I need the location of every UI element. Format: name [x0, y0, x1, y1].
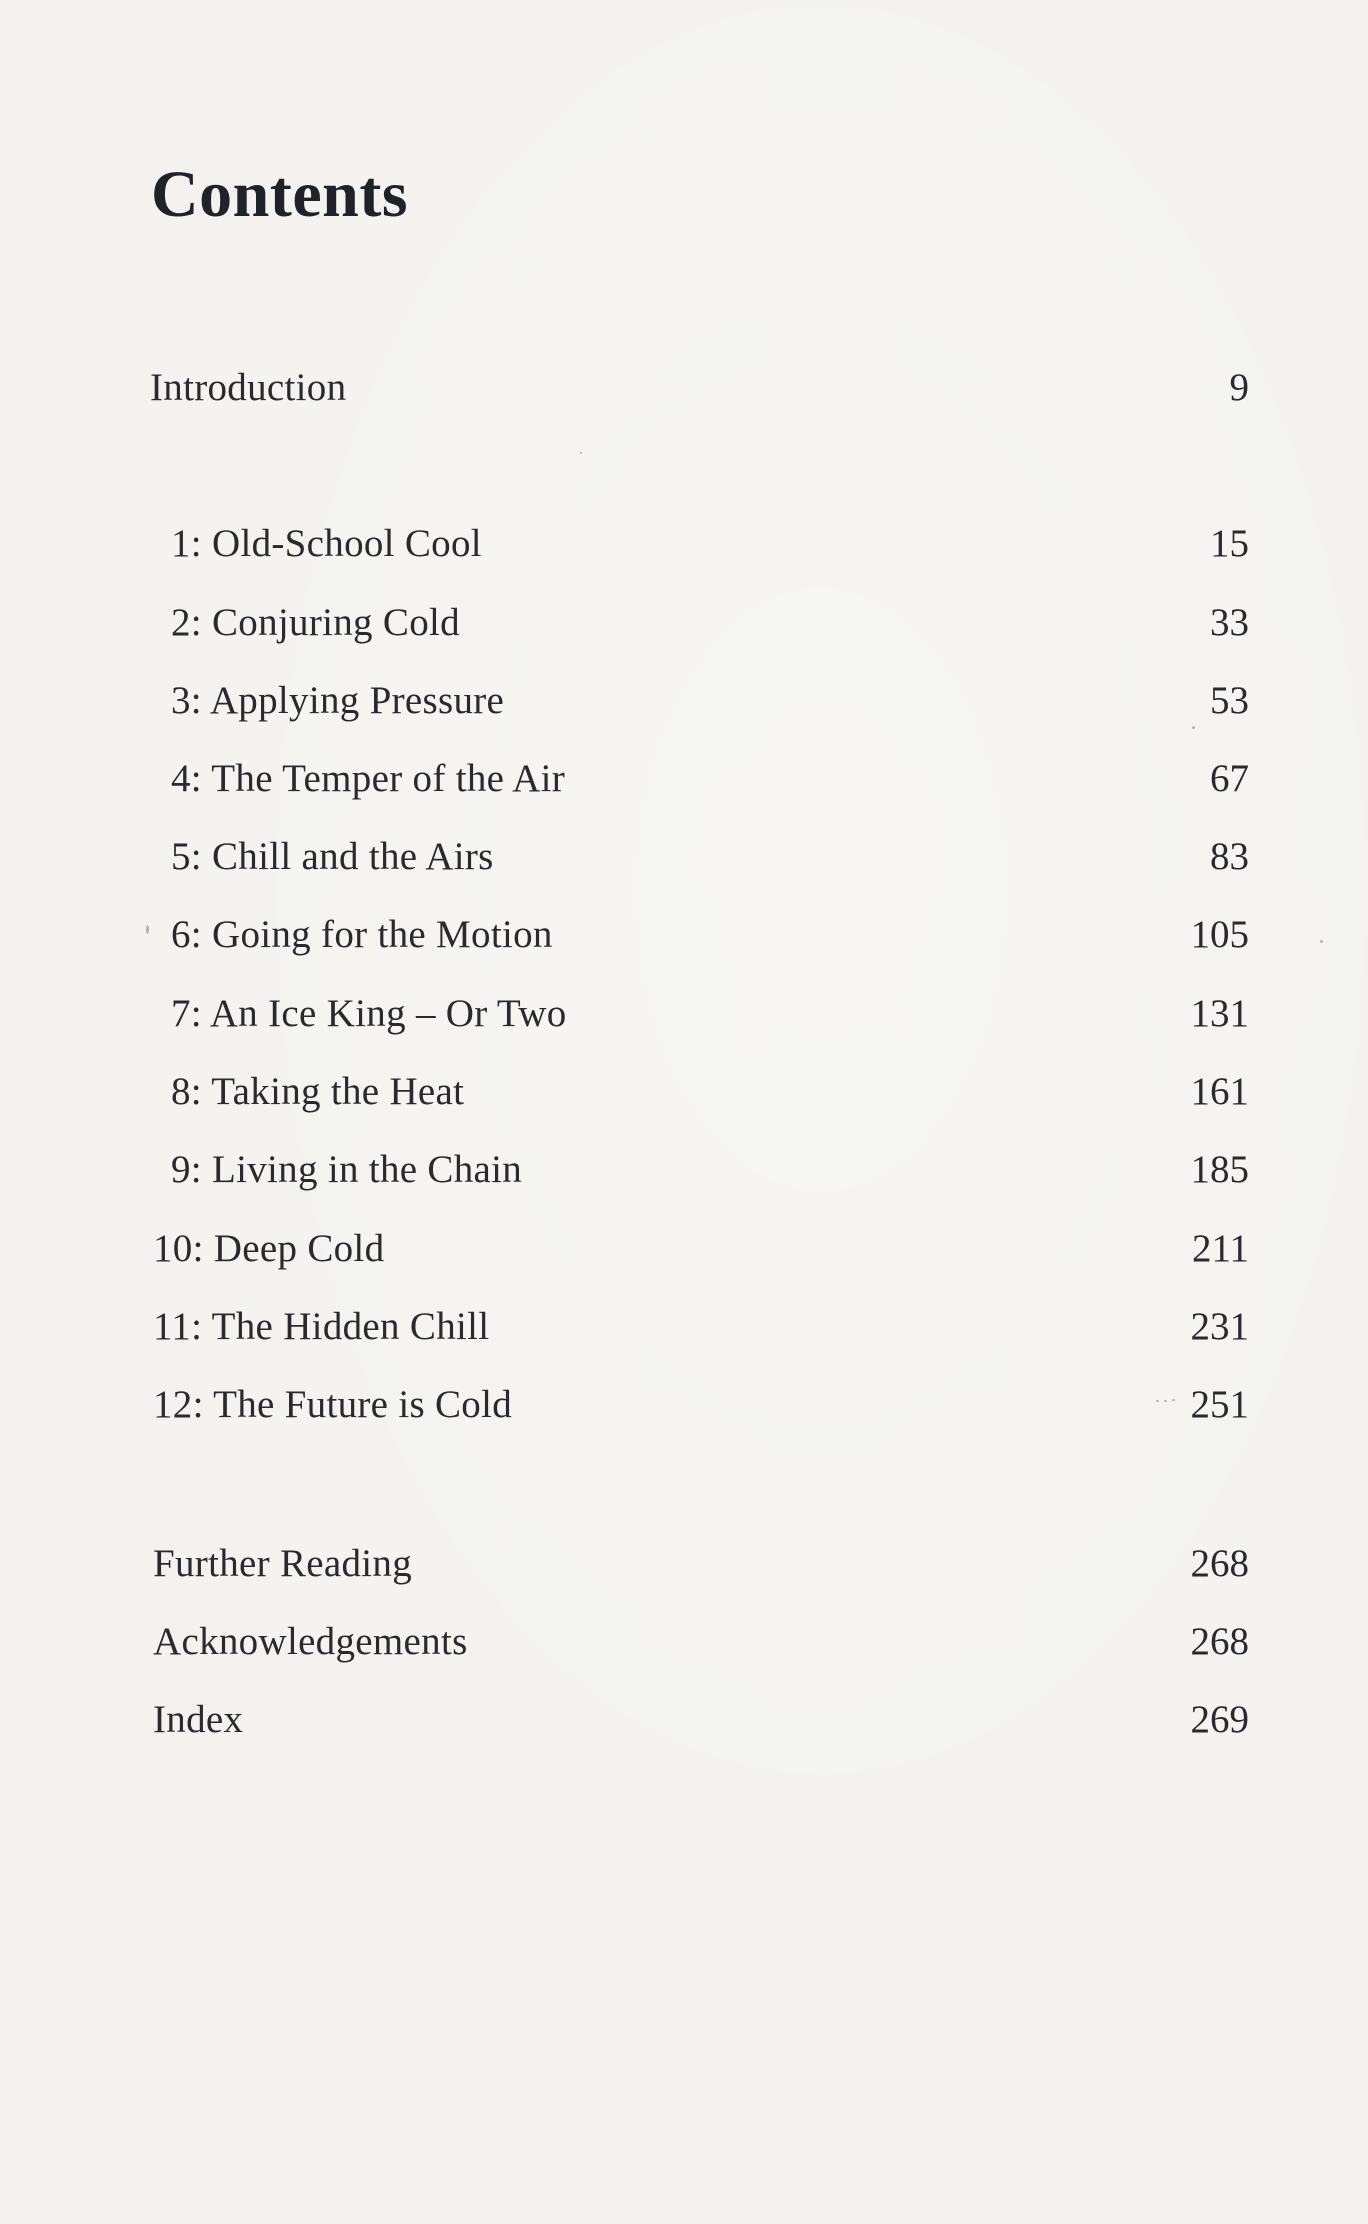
chapter-page: 33 [1210, 601, 1249, 644]
toc-chapter-7 [0, 984, 1368, 1044]
chapter-title: 12: The Future is Cold [153, 1383, 513, 1426]
chapter-page: 211 [1191, 1227, 1249, 1270]
back-matter-page: 269 [1190, 1698, 1249, 1741]
toc-chapter-5 [0, 827, 1368, 887]
paper-speck [1156, 1400, 1159, 1402]
back-matter-page: 268 [1190, 1542, 1249, 1585]
toc-entry-title: Introduction [150, 366, 347, 409]
chapter-page: 161 [1190, 1070, 1249, 1113]
toc-chapter-3 [0, 671, 1368, 731]
chapter-title: 6: Going for the Motion [171, 913, 553, 956]
chapter-title: 8: Taking the Heat [171, 1070, 465, 1113]
toc-entry-index [0, 1690, 1368, 1750]
chapter-page: 185 [1190, 1148, 1249, 1191]
paper-speck [1320, 940, 1323, 943]
back-matter-title: Index [153, 1698, 244, 1741]
chapter-title: 7: An Ice King – Or Two [171, 992, 567, 1035]
chapter-page: 105 [1190, 913, 1249, 956]
toc-entry-introduction [0, 358, 1368, 418]
toc-chapter-1 [0, 514, 1368, 574]
toc-chapter-10 [0, 1219, 1368, 1279]
paper-speck [1164, 1400, 1167, 1402]
paper-speck [580, 452, 582, 454]
paper-speck [146, 925, 149, 934]
chapter-page: 231 [1190, 1305, 1249, 1348]
back-matter-title: Further Reading [153, 1542, 413, 1585]
toc-chapter-6 [0, 905, 1368, 965]
toc-entry-page: 9 [1229, 366, 1249, 409]
paper-speck [1172, 1399, 1175, 1401]
back-matter-page: 268 [1190, 1620, 1249, 1663]
back-matter-title: Acknowledgements [153, 1620, 468, 1663]
chapter-title: 9: Living in the Chain [171, 1148, 523, 1191]
paper-speck [1192, 726, 1195, 729]
chapter-page: 251 [1190, 1383, 1249, 1426]
toc-entry-acknowledgements [0, 1612, 1368, 1672]
chapter-page: 83 [1210, 835, 1249, 878]
chapter-title: 10: Deep Cold [153, 1227, 385, 1270]
toc-entry-further-reading [0, 1534, 1368, 1594]
chapter-title: 5: Chill and the Airs [171, 835, 494, 878]
chapter-page: 15 [1210, 522, 1249, 565]
toc-chapter-4 [0, 749, 1368, 809]
chapter-title: 2: Conjuring Cold [171, 601, 460, 644]
chapter-page: 131 [1190, 992, 1249, 1035]
contents-heading: Contents [151, 158, 409, 231]
chapter-title: 11: The Hidden Chill [153, 1305, 490, 1348]
chapter-title: 4: The Temper of the Air [171, 757, 566, 800]
chapter-page: 67 [1210, 757, 1249, 800]
chapter-page: 53 [1210, 679, 1249, 722]
chapter-title: 1: Old-School Cool [171, 522, 482, 565]
chapter-title: 3: Applying Pressure [171, 679, 505, 722]
toc-chapter-11 [0, 1297, 1368, 1357]
toc-chapter-2 [0, 593, 1368, 653]
toc-chapter-9 [0, 1140, 1368, 1200]
toc-chapter-12 [0, 1375, 1368, 1435]
toc-chapter-8 [0, 1062, 1368, 1122]
